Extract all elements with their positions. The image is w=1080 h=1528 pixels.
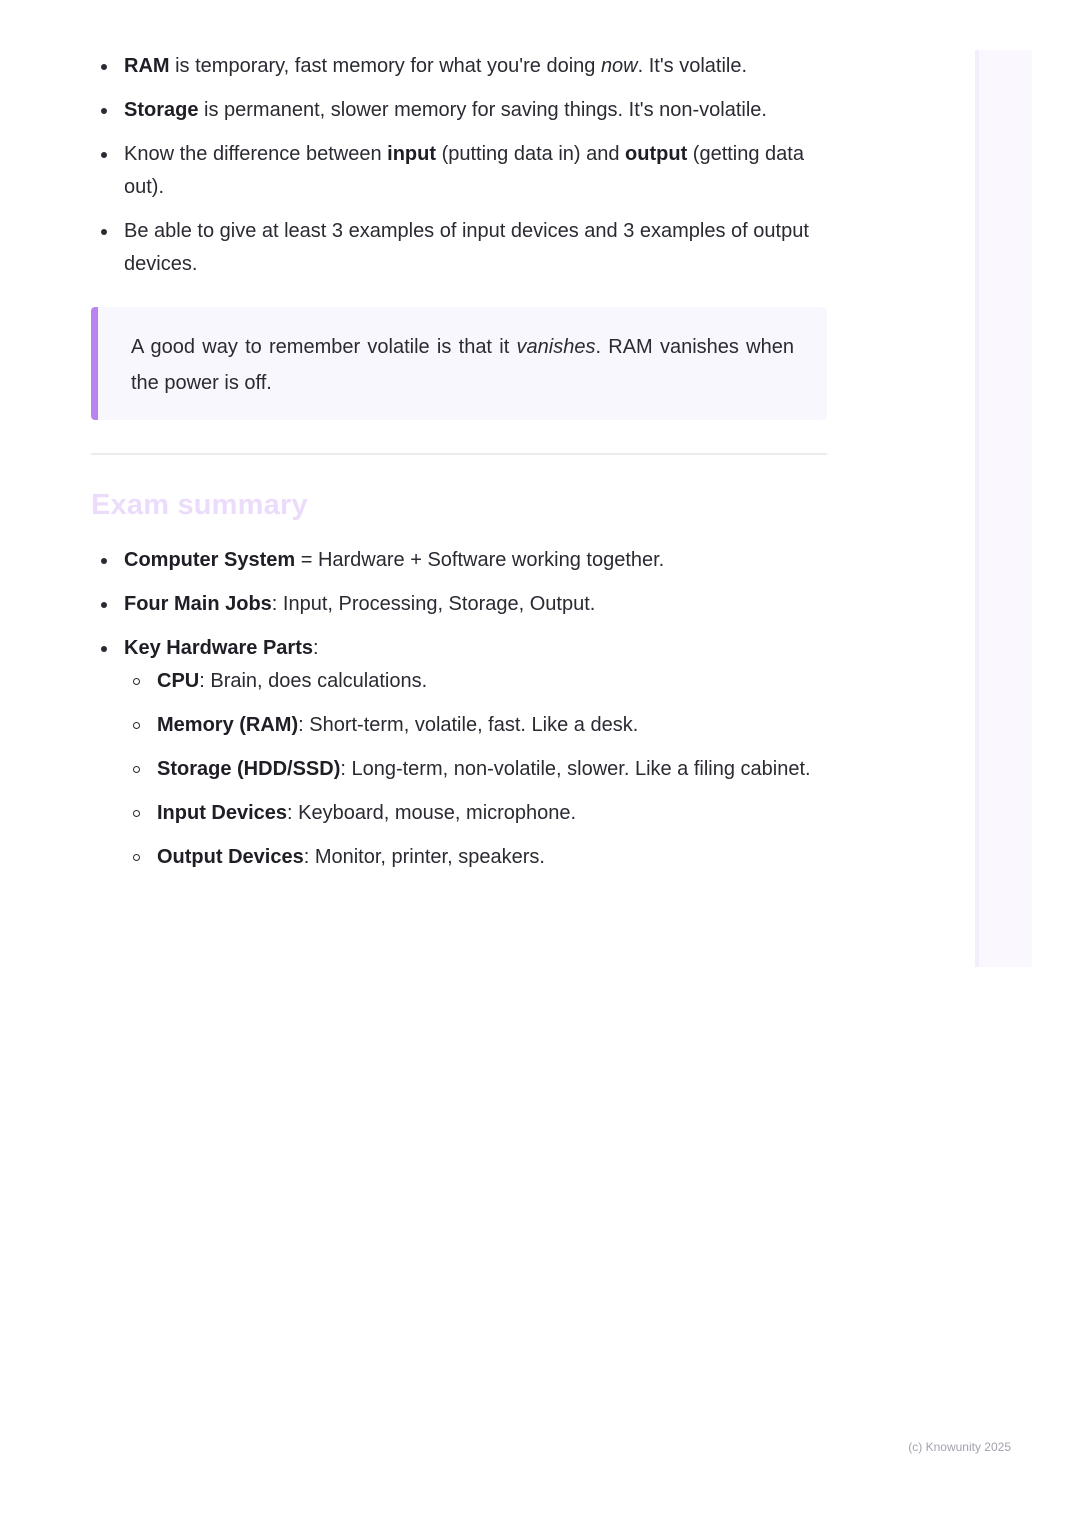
list-item: Key Hardware Parts: CPU: Brain, does calculations. Memory (RAM): Short-term, volatile, fast. Like a desk. Storage (HDD/SSD): Long-term, non-volatile, slower. Like a filing cabinet. Input Devices: Keyboard, mouse, microphone. Output Devices: Monitor, printer, speakers.	[91, 632, 831, 874]
sub-list-item: CPU: Brain, does calculations.	[124, 665, 831, 698]
list-item: Four Main Jobs: Input, Processing, Storage, Output.	[91, 588, 831, 621]
section-title: Exam summary	[91, 489, 308, 521]
list-item: RAM is temporary, fast memory for what you're doing now. It's volatile.	[91, 50, 831, 83]
sub-list-item: Input Devices: Keyboard, mouse, microphone.	[124, 797, 831, 830]
list-item: Storage is permanent, slower memory for saving things. It's non-volatile.	[91, 94, 831, 127]
section-divider	[91, 453, 827, 455]
summary-list	[91, 544, 831, 885]
list-item: Computer System = Hardware + Software working together.	[91, 544, 831, 577]
hardware-sublist	[124, 665, 831, 874]
tip-callout: A good way to remember volatile is that it vanishes. RAM vanishes when the power is off.	[91, 307, 827, 420]
sub-list-item: Output Devices: Monitor, printer, speakers.	[124, 841, 831, 874]
content-column	[91, 0, 831, 292]
copyright-footer: (c) Knowunity 2025	[908, 1440, 1011, 1454]
sub-list-item: Memory (RAM): Short-term, volatile, fast. Like a desk.	[124, 709, 831, 742]
list-item: Know the difference between input (putting data in) and output (getting data out).	[91, 138, 831, 204]
sub-list-item: Storage (HDD/SSD): Long-term, non-volatile, slower. Like a filing cabinet.	[124, 753, 831, 786]
side-panel	[975, 50, 1032, 967]
list-item: Be able to give at least 3 examples of input devices and 3 examples of output devices.	[91, 215, 831, 281]
key-points-list	[91, 0, 831, 281]
